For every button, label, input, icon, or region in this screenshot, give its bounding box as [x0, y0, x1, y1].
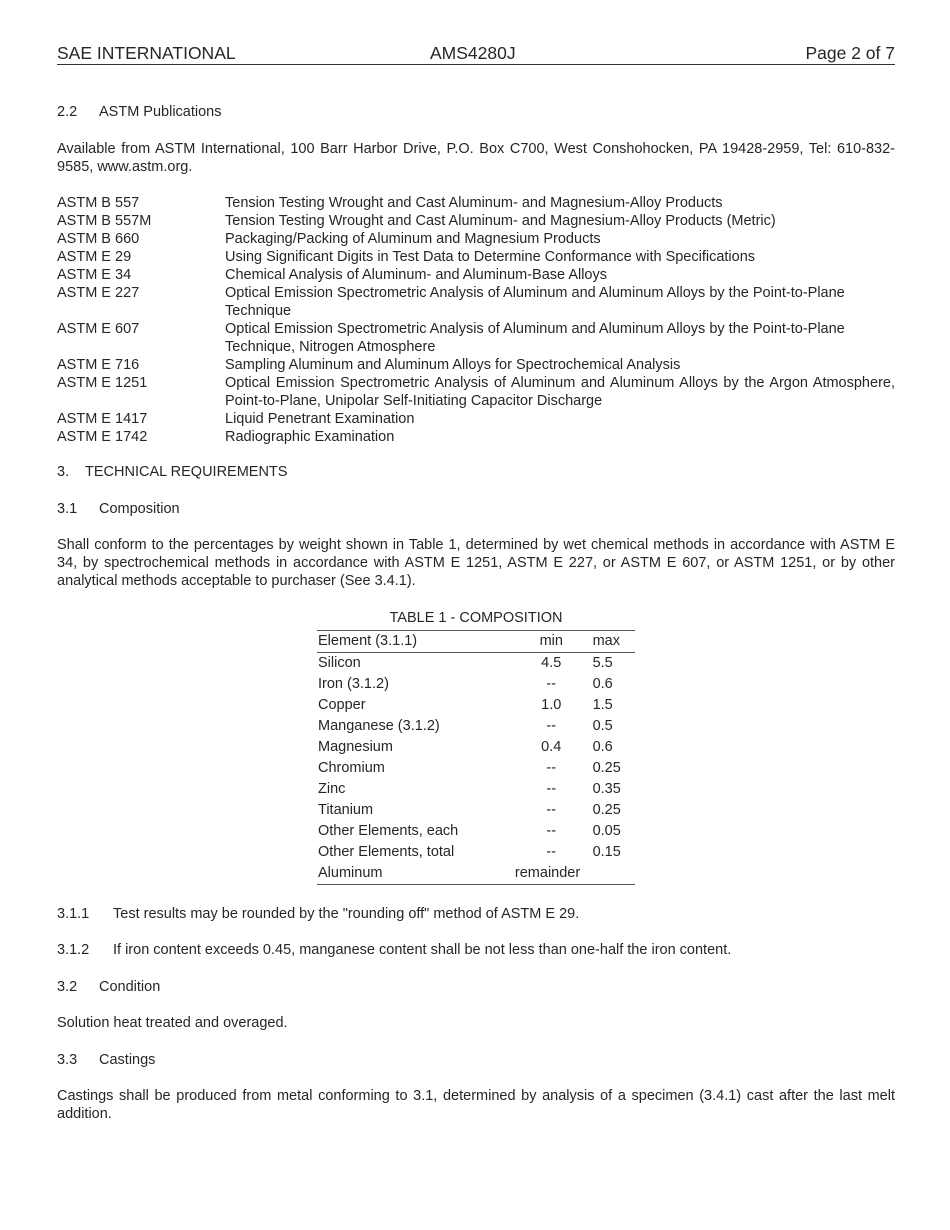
- cell-min: 4.5: [541, 655, 562, 671]
- table-row: [317, 842, 635, 863]
- reference-item: [57, 194, 895, 212]
- composition-text: Shall conform to the percentages by weight shown in Table 1, determined by wet chemical methods in accordance with ASTM E 34, by spectrochemical methods in accordance with ASTM E 1251, ASTM E 227, or ASTM E 607, or ASTM 1251, or by other analytical methods acceptable to purchaser (See 3.4.1).: [57, 537, 895, 589]
- cell-max: 0.25: [592, 802, 621, 818]
- cell-element: Titanium: [318, 802, 374, 818]
- cell-element: Zinc: [318, 781, 346, 797]
- reference-code: ASTM E 607: [57, 321, 140, 337]
- table-row: [317, 821, 635, 842]
- table-row: [317, 653, 635, 675]
- header-min: min: [539, 633, 563, 649]
- cell-min: 0.4: [541, 739, 562, 755]
- cell-min: 1.0: [541, 697, 562, 713]
- reference-code: ASTM B 557M: [57, 213, 152, 229]
- table-row: [317, 863, 635, 885]
- cell-element: Magnesium: [318, 739, 393, 755]
- header-page-number: Page 2 of 7: [805, 43, 895, 63]
- header-max: max: [592, 633, 620, 649]
- reference-item: [57, 284, 895, 320]
- header-organization: SAE INTERNATIONAL: [57, 43, 236, 63]
- reference-code: ASTM E 227: [57, 285, 140, 301]
- cell-min: --: [546, 844, 557, 860]
- cell-min: --: [546, 823, 557, 839]
- section-number: 2.2: [57, 104, 78, 120]
- cell-max: 0.5: [592, 718, 613, 734]
- section-number: 3.3: [57, 1052, 78, 1068]
- header-doc-number: AMS4280J: [430, 43, 516, 63]
- reference-title: Using Significant Digits in Test Data to Determine Conformance with Specifications: [225, 249, 756, 265]
- header-element: Element (3.1.1): [318, 633, 418, 649]
- cell-min: --: [546, 676, 557, 692]
- cell-max: 0.25: [592, 760, 621, 776]
- cell-element: Silicon: [318, 655, 361, 671]
- cell-element: Other Elements, total: [318, 844, 455, 860]
- reference-title: Sampling Aluminum and Aluminum Alloys for Spectrochemical Analysis: [225, 357, 681, 373]
- cell-max: 0.6: [592, 739, 613, 755]
- reference-item: [57, 248, 895, 266]
- section-3-1-1: [57, 905, 579, 923]
- cell-max: 5.5: [592, 655, 613, 671]
- cell-element: Chromium: [318, 760, 385, 776]
- cell-max: 0.6: [592, 676, 613, 692]
- cell-min: remainder: [514, 865, 581, 881]
- section-3-3-heading: [57, 1051, 155, 1069]
- cell-element: Other Elements, each: [318, 823, 459, 839]
- reference-title: Optical Emission Spectrometric Analysis of Aluminum and Aluminum Alloys by the Argon Atmosphere, Point-to-Plane, Unipolar Self-Initiating Capacitor Discharge: [225, 375, 895, 409]
- section-3-heading: [57, 463, 287, 481]
- section-number: 3.: [57, 464, 70, 480]
- reference-title: Tension Testing Wrought and Cast Aluminum- and Magnesium-Alloy Products: [225, 195, 723, 211]
- condition-text: Solution heat treated and overaged.: [57, 1015, 288, 1031]
- section-text: Test results may be rounded by the "rounding off" method of ASTM E 29.: [113, 906, 580, 922]
- reference-list: [57, 194, 895, 446]
- reference-code: ASTM E 1742: [57, 429, 148, 445]
- section-3-1-2: [57, 941, 731, 959]
- table-row: [317, 779, 635, 800]
- section-number: 3.1: [57, 501, 78, 517]
- page-header: [57, 43, 895, 65]
- cell-max: 1.5: [592, 697, 613, 713]
- section-text: If iron content exceeds 0.45, manganese content shall be not less than one-half the iron content.: [113, 942, 732, 958]
- reference-item: [57, 428, 895, 446]
- cell-max: 0.15: [592, 844, 621, 860]
- table-row: [317, 800, 635, 821]
- table-header-row: [317, 631, 635, 653]
- reference-title: Optical Emission Spectrometric Analysis of Aluminum and Aluminum Alloys by the Point-to-Plane Technique: [225, 285, 845, 319]
- cell-element: Aluminum: [318, 865, 383, 881]
- reference-item: [57, 230, 895, 248]
- reference-code: ASTM E 29: [57, 249, 132, 265]
- reference-code: ASTM E 1417: [57, 411, 148, 427]
- reference-title: Liquid Penetrant Examination: [225, 411, 415, 427]
- section-title: Composition: [99, 501, 180, 517]
- cell-element: Copper: [318, 697, 366, 713]
- reference-code: ASTM B 557: [57, 195, 140, 211]
- cell-max: 0.35: [592, 781, 621, 797]
- reference-title: Optical Emission Spectrometric Analysis of Aluminum and Aluminum Alloys by the Point-to-Plane Technique, Nitrogen Atmosphere: [225, 321, 845, 355]
- section-title: Castings: [99, 1052, 156, 1068]
- table-row: [317, 695, 635, 716]
- table-row: [317, 737, 635, 758]
- cell-min: --: [546, 760, 557, 776]
- castings-text: Castings shall be produced from metal conforming to 3.1, determined by analysis of a specimen (3.4.1) cast after the last melt addition.: [57, 1088, 895, 1122]
- cell-max: [588, 863, 635, 885]
- table-row: [317, 758, 635, 779]
- reference-code: ASTM E 1251: [57, 375, 148, 391]
- reference-code: ASTM E 34: [57, 267, 132, 283]
- section-title: TECHNICAL REQUIREMENTS: [85, 464, 288, 480]
- section-3-1-heading: [57, 500, 180, 518]
- cell-min: --: [546, 781, 557, 797]
- cell-element: Iron (3.1.2): [318, 676, 389, 692]
- reference-item: [57, 356, 895, 374]
- cell-max: 0.05: [592, 823, 621, 839]
- section-number: 3.2: [57, 979, 78, 995]
- reference-item: [57, 266, 895, 284]
- reference-item: [57, 374, 895, 410]
- reference-title: Packaging/Packing of Aluminum and Magnesium Products: [225, 231, 601, 247]
- table-row: [317, 716, 635, 737]
- astm-availability-text: Available from ASTM International, 100 Barr Harbor Drive, P.O. Box C700, West Conshohocken, PA 19428-2959, Tel: 610-832-9585, www.astm.org.: [57, 141, 895, 175]
- reference-item: [57, 320, 895, 356]
- section-number: 3.1.1: [57, 906, 90, 922]
- section-number: 3.1.2: [57, 942, 90, 958]
- table-row: [317, 674, 635, 695]
- section-2-2-heading: [57, 103, 222, 121]
- reference-title: Tension Testing Wrought and Cast Aluminum- and Magnesium-Alloy Products (Metric): [225, 213, 776, 229]
- cell-min: --: [546, 802, 557, 818]
- section-title: Condition: [99, 979, 161, 995]
- reference-item: [57, 410, 895, 428]
- reference-code: ASTM B 660: [57, 231, 140, 247]
- cell-min: --: [546, 718, 557, 734]
- cell-element: Manganese (3.1.2): [318, 718, 440, 734]
- reference-title: Chemical Analysis of Aluminum- and Aluminum-Base Alloys: [225, 267, 607, 283]
- composition-table: [317, 630, 635, 885]
- section-title: ASTM Publications: [99, 104, 222, 120]
- reference-item: [57, 212, 895, 230]
- reference-code: ASTM E 716: [57, 357, 140, 373]
- section-3-2-heading: [57, 978, 160, 996]
- reference-title: Radiographic Examination: [225, 429, 395, 445]
- table-caption: TABLE 1 - COMPOSITION: [389, 610, 563, 626]
